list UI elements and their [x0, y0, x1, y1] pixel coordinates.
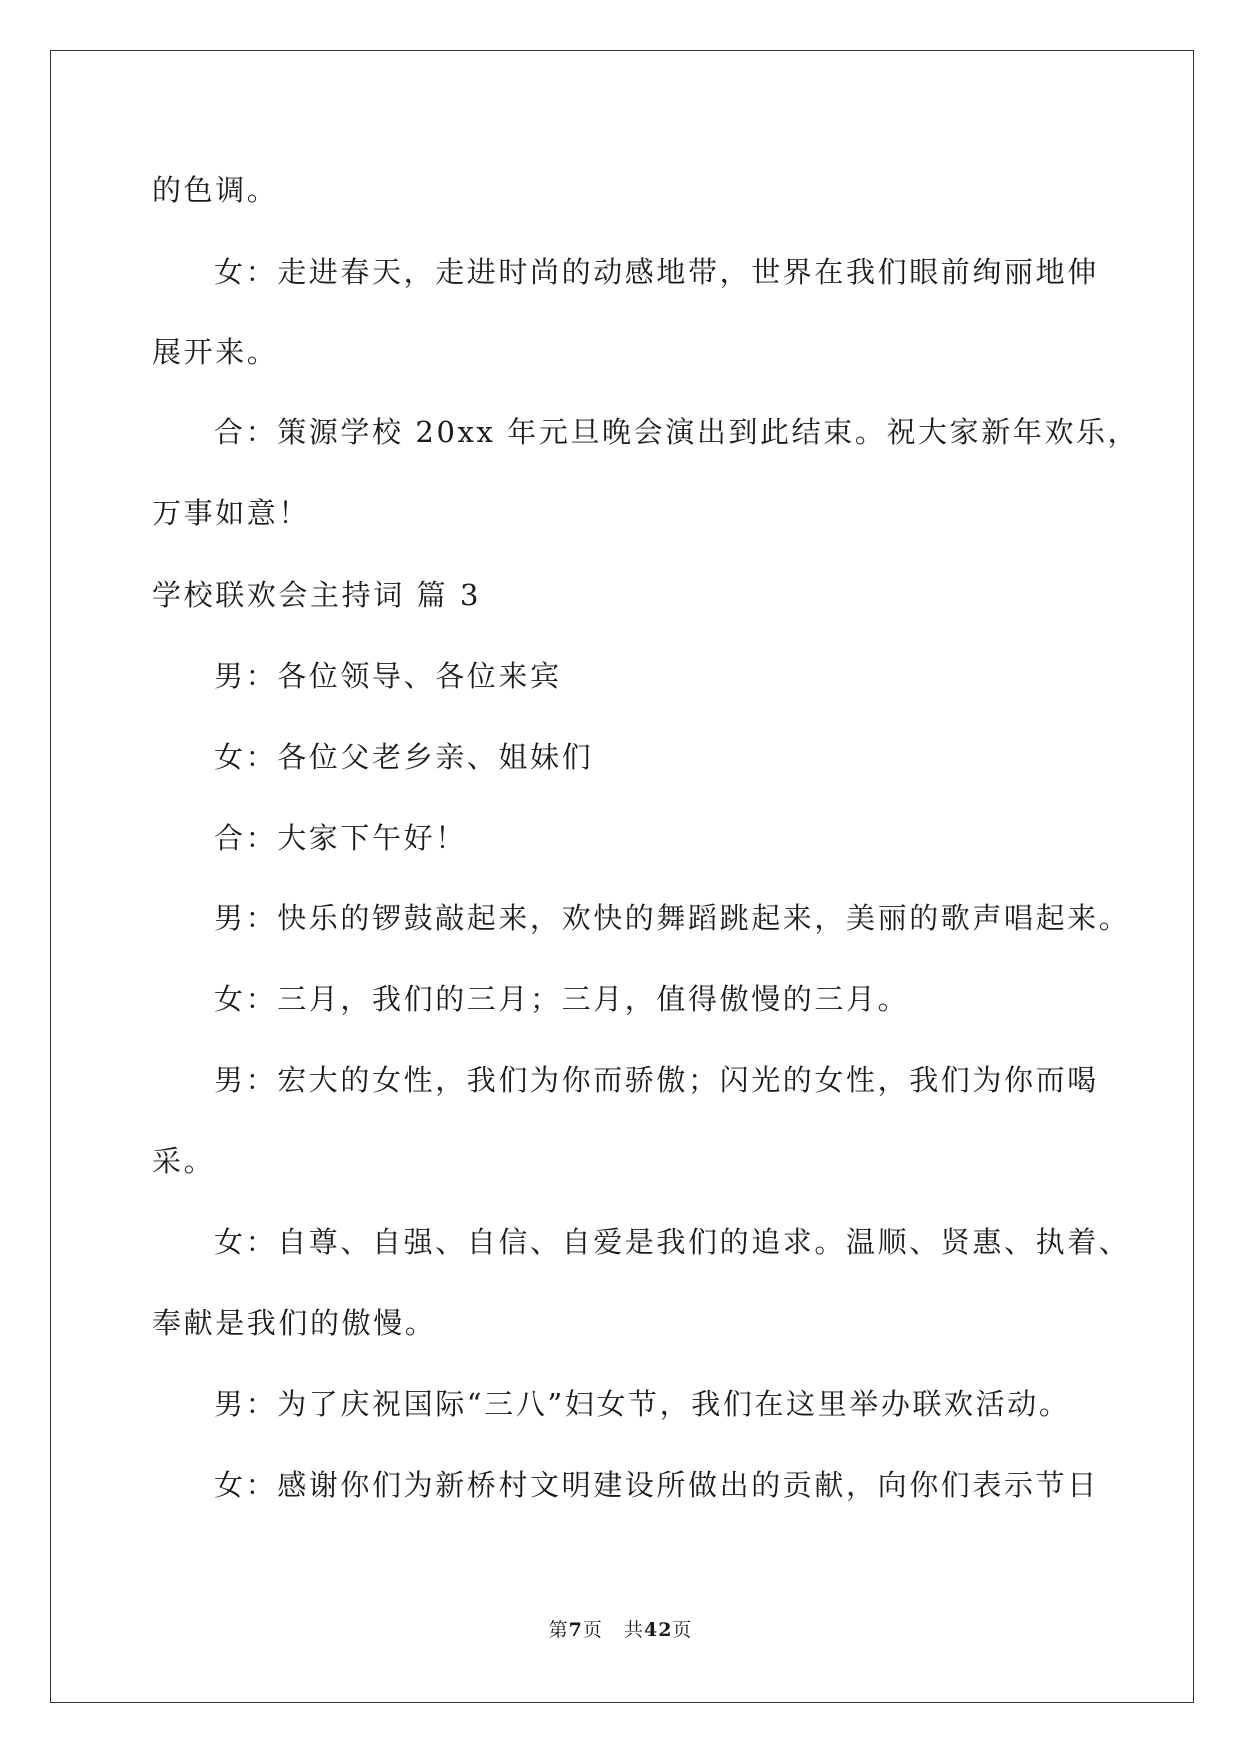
page-current: 7 [568, 1619, 583, 1641]
paragraph-line: 女：走进春天，走进时尚的动感地带，世界在我们眼前绚丽地伸 [214, 255, 1099, 289]
paragraph-line: 合：策源学校 20xx 年元旦晚会演出到此结束。祝大家新年欢乐， [214, 415, 1140, 449]
paragraph-line: 采。 [152, 1144, 216, 1178]
total-prefix: 共 [623, 1619, 644, 1641]
paragraph-line: 万事如意！ [152, 496, 311, 530]
paragraph-line: 女：感谢你们为新桥村文明建设所做出的贡献，向你们表示节日 [214, 1468, 1099, 1502]
paragraph-line: 男：宏大的女性，我们为你而骄傲；闪光的女性，我们为你而喝 [214, 1063, 1099, 1097]
paragraph-line: 男：各位领导、各位来宾 [214, 659, 562, 693]
total-suffix: 页 [672, 1619, 693, 1641]
paragraph-line: 男：快乐的锣鼓敲起来，欢快的舞蹈跳起来，美丽的歌声唱起来。 [214, 901, 1131, 935]
paragraph-line: 的色调。 [152, 173, 279, 207]
paragraph-line: 女：三月，我们的三月；三月，值得傲慢的三月。 [214, 982, 910, 1016]
paragraph-line: 男：为了庆祝国际“三八”妇女节，我们在这里举办联欢活动。 [214, 1387, 1071, 1421]
paragraph-line: 女：自尊、自强、自信、自爱是我们的追求。温顺、贤惠、执着、 [214, 1225, 1131, 1259]
page-prefix: 第 [548, 1619, 569, 1641]
paragraph-line: 奉献是我们的傲慢。 [152, 1306, 437, 1340]
paragraph-line: 女：各位父老乡亲、姐妹们 [214, 740, 594, 774]
page-footer [0, 1618, 1241, 1642]
paragraph-line: 合：大家下午好！ [214, 821, 467, 855]
paragraph-line: 展开来。 [152, 335, 279, 369]
page-border [50, 50, 1194, 1703]
page-total: 42 [643, 1619, 673, 1641]
page-suffix: 页 [582, 1619, 603, 1641]
section-heading: 学校联欢会主持词 篇 3 [152, 578, 482, 612]
